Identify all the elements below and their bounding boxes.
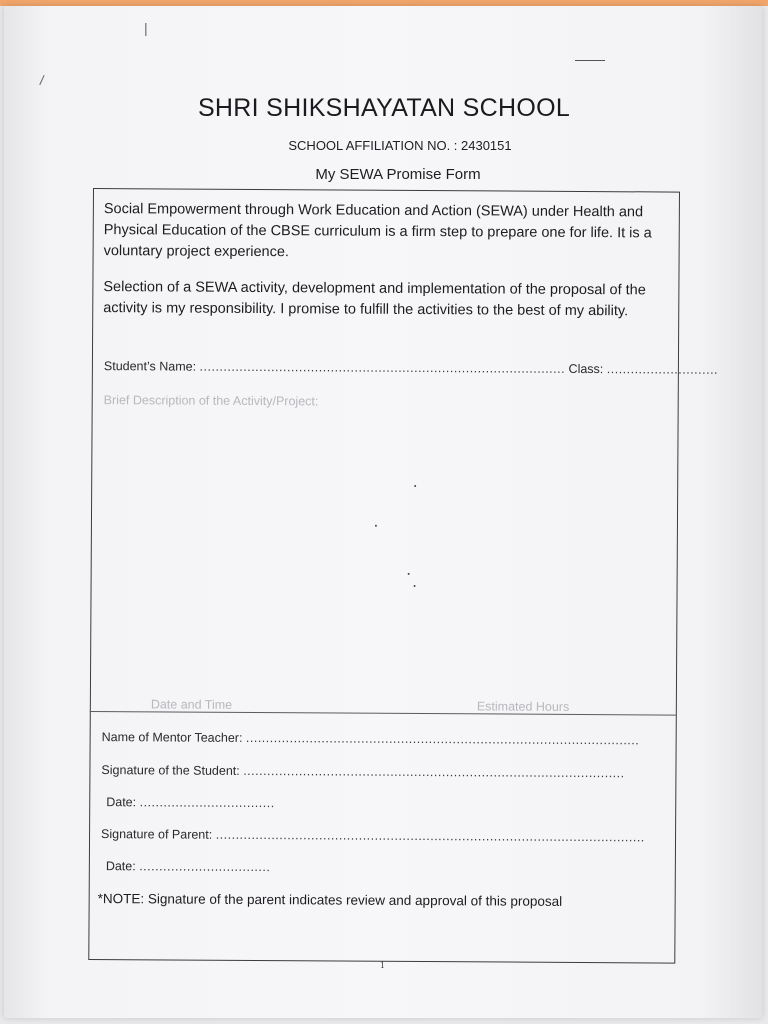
parent-date-field[interactable] xyxy=(106,859,271,874)
student-name-blank: ............................................................................................ xyxy=(199,359,566,376)
school-name: SHRI SHIKSHAYATAN SCHOOL xyxy=(197,94,571,122)
paper-speck xyxy=(408,573,410,575)
parent-signature-blank: ............................................................................................................ xyxy=(215,827,645,845)
parent-date-blank: ................................. xyxy=(139,859,271,875)
student-date-field[interactable] xyxy=(106,795,275,810)
responsibility-paragraph: Selection of a SEWA activity, development and implementation of the proposal of the activity is my responsibility. I promise to fulfill the activities to the best of my ability. xyxy=(103,279,646,320)
student-date-label: Date: xyxy=(106,795,137,810)
page-number: 1 xyxy=(380,960,385,970)
affiliation-number: SCHOOL AFFILIATION NO. : 2430151 xyxy=(288,138,512,153)
student-signature-blank: ................................................................................................ xyxy=(243,763,625,781)
estimated-hours-label: Estimated Hours xyxy=(476,699,570,714)
parent-date-label: Date: xyxy=(105,859,136,874)
pen-mark: \ xyxy=(35,72,49,88)
form-box xyxy=(88,188,719,964)
parent-signature-field[interactable] xyxy=(101,827,645,844)
intro-paragraph: Social Empowerment through Work Education and Action (SEWA) under Health and Physical Education of the CBSE curriculum is a firm step to prepare one for life. It is a voluntary project experience. xyxy=(103,201,652,261)
date-time-label: Date and Time xyxy=(150,697,233,712)
mentor-teacher-label: Name of Mentor Teacher: xyxy=(101,730,243,745)
student-signature-label: Signature of the Student: xyxy=(101,763,240,778)
section-divider xyxy=(90,711,676,716)
paper-speck xyxy=(414,485,416,487)
class-blank: ............................ xyxy=(606,362,719,377)
parent-approval-note: *NOTE: Signature of the parent indicates review and approval of this proposal xyxy=(97,891,563,909)
student-signature-field[interactable] xyxy=(101,763,624,780)
mentor-teacher-field[interactable] xyxy=(102,730,640,747)
form-title: My SEWA Promise Form xyxy=(315,166,481,183)
pen-mark: | xyxy=(144,20,148,36)
student-name-field[interactable] xyxy=(104,359,718,377)
student-date-blank: .................................. xyxy=(139,795,275,811)
pen-mark xyxy=(575,60,605,61)
paper-speck xyxy=(375,525,377,527)
student-name-label: Student’s Name: xyxy=(103,359,197,374)
description-label: Brief Description of the Activity/Project: xyxy=(103,393,319,409)
class-label: Class: xyxy=(568,361,604,377)
parent-signature-label: Signature of Parent: xyxy=(101,827,213,842)
paper-speck xyxy=(414,585,416,587)
mentor-teacher-blank: ................................................................................................... xyxy=(245,730,640,748)
